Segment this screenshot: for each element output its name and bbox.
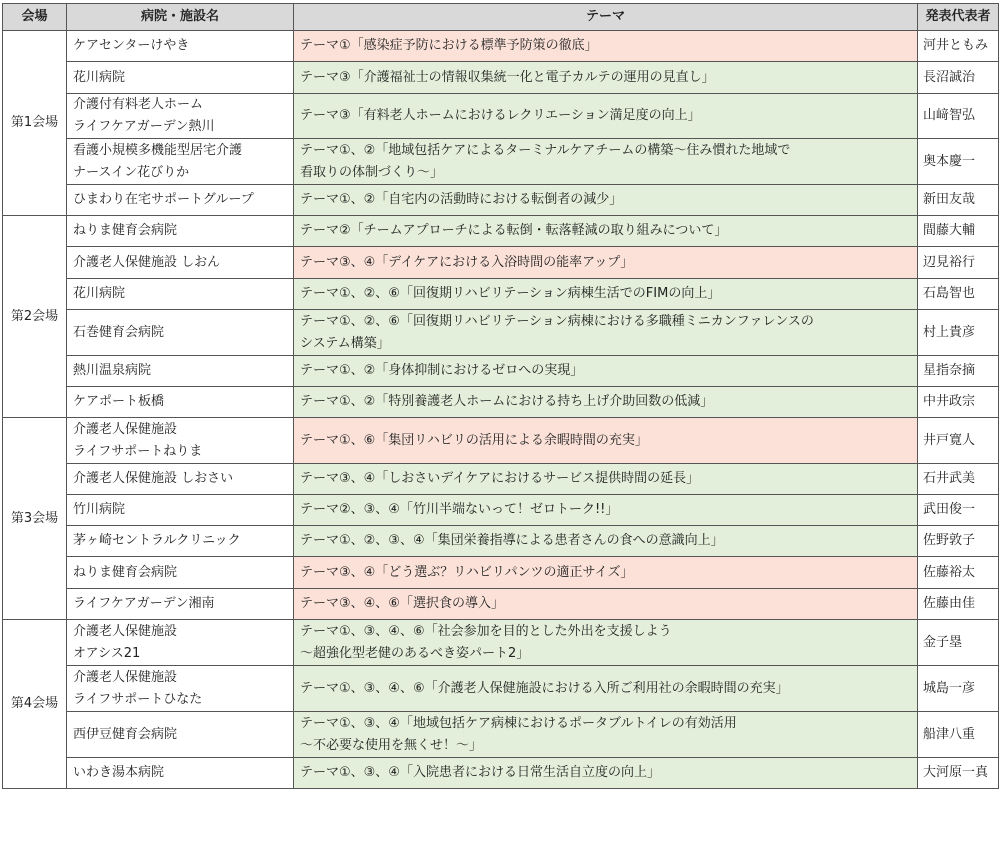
- facility-cell: [67, 712, 294, 758]
- venue-cell: 第4会場: [3, 620, 67, 789]
- facility-cell: [67, 185, 294, 216]
- theme-cell: [294, 418, 918, 464]
- theme-text-line: テーマ①、②、⑥「回復期リハビリテーション病棟における多職種ミニカンファレンスの: [300, 313, 814, 329]
- facility-cell: [67, 557, 294, 589]
- facility-name-line: 介護老人保健施設: [73, 421, 178, 437]
- facility-name-line: 介護老人保健施設 しおん: [73, 254, 221, 270]
- presentation-schedule-table: [2, 3, 999, 789]
- header-facility: 病院・施設名: [67, 4, 294, 31]
- presenter-cell: 辺見裕行: [918, 247, 999, 279]
- facility-name-line: 花川病院: [73, 286, 126, 301]
- theme-text-line: ～不必要な使用を無くせ！～」: [300, 737, 483, 753]
- theme-text-line: テーマ②、③、④「竹川半端ないって！ゼロトーク!!」: [300, 502, 619, 517]
- theme-text-line: ～超強化型老健のあるべき姿パート2」: [300, 645, 530, 661]
- theme-text-line: システム構築」: [300, 335, 390, 351]
- table-row: [3, 666, 999, 712]
- theme-text-line: テーマ①、③、④「入院患者における日常生活自立度の向上」: [300, 765, 660, 780]
- presenter-cell: 長沼誠治: [918, 62, 999, 94]
- facility-name-line: 介護老人保健施設 しおさい: [73, 471, 234, 486]
- facility-cell: [67, 620, 294, 666]
- theme-text-line: テーマ①、③、④、⑥「介護老人保健施設における入所ご利用社の余暇時間の充実」: [300, 680, 789, 696]
- facility-cell: [67, 495, 294, 526]
- facility-cell: [67, 94, 294, 139]
- table-row: [3, 387, 999, 418]
- presenter-cell: 佐藤裕太: [918, 557, 999, 589]
- presenter-cell: 村上貴彦: [918, 310, 999, 356]
- facility-name-line: 竹川病院: [73, 502, 126, 517]
- table-row: [3, 557, 999, 589]
- theme-cell: [294, 216, 918, 247]
- presenter-cell: 井戸寛人: [918, 418, 999, 464]
- presenter-cell: 石井武美: [918, 464, 999, 495]
- header-venue: 会場: [3, 4, 67, 31]
- theme-cell: [294, 356, 918, 387]
- facility-name-line: 花川病院: [73, 69, 126, 85]
- facility-name-line: 石巻健育会病院: [73, 324, 165, 340]
- table-row: [3, 356, 999, 387]
- table-row: [3, 62, 999, 94]
- theme-cell: [294, 620, 918, 666]
- facility-cell: [67, 31, 294, 62]
- theme-text-line: テーマ②「チームアプローチによる転倒・転落軽減の取り組みについて」: [300, 223, 728, 238]
- table-row: [3, 310, 999, 356]
- facility-cell: [67, 356, 294, 387]
- theme-text-line: テーマ①、③、④、⑥「社会参加を目的とした外出を支援しよう: [300, 623, 672, 639]
- facility-name-line: オアシス21: [73, 645, 141, 661]
- theme-cell: [294, 387, 918, 418]
- theme-text-line: テーマ③、④、⑥「選択食の導入」: [300, 596, 504, 611]
- facility-name-line: 看護小規模多機能型居宅介護: [73, 142, 243, 158]
- theme-text-line: テーマ①、②、③、④「集団栄養指導による患者さんの食への意識向上」: [300, 533, 724, 548]
- facility-cell: [67, 216, 294, 247]
- facility-name-line: ライフサポートねりま: [73, 443, 203, 459]
- theme-text-line: テーマ①、②「地域包括ケアによるターミナルケアチームの構築～住み慣れた地域で: [300, 142, 791, 158]
- facility-cell: [67, 310, 294, 356]
- theme-cell: [294, 557, 918, 589]
- header-presenter: 発表代表者: [918, 4, 999, 31]
- theme-text-line: テーマ③「介護福祉士の情報収集統一化と電子カルテの運用の見直し」: [300, 69, 715, 85]
- theme-text-line: テーマ①、②、⑥「回復期リハビリテーション病棟生活でのFIMの向上」: [300, 286, 721, 301]
- table-row: [3, 31, 999, 62]
- facility-cell: [67, 139, 294, 185]
- theme-text-line: テーマ③、④「デイケアにおける入浴時間の能率アップ」: [300, 254, 634, 270]
- facility-name-line: ライフケアガーデン湘南: [73, 596, 215, 611]
- theme-cell: [294, 712, 918, 758]
- presenter-cell: 河井ともみ: [918, 31, 999, 62]
- theme-cell: [294, 495, 918, 526]
- theme-text-line: テーマ③「有料老人ホームにおけるレクリエーション満足度の向上」: [300, 108, 701, 123]
- facility-name-line: ねりま健育会病院: [73, 223, 178, 238]
- theme-text-line: テーマ①、②「特別養護老人ホームにおける持ち上げ介助回数の低減」: [300, 394, 714, 409]
- theme-text-line: テーマ①、⑥「集団リハビリの活用による余暇時間の充実」: [300, 432, 648, 448]
- theme-text-line: テーマ①、②「身体抑制におけるゼロへの実現」: [300, 363, 584, 378]
- theme-cell: [294, 185, 918, 216]
- table-row: [3, 712, 999, 758]
- facility-name-line: 西伊豆健育会病院: [73, 726, 178, 742]
- theme-cell: [294, 526, 918, 557]
- venue-cell: 第2会場: [3, 216, 67, 418]
- theme-cell: [294, 279, 918, 310]
- facility-cell: [67, 666, 294, 712]
- table-row: [3, 620, 999, 666]
- table-row: [3, 94, 999, 139]
- venue-cell: 第3会場: [3, 418, 67, 620]
- facility-name-line: 介護付有料老人ホーム: [73, 97, 204, 112]
- theme-cell: [294, 589, 918, 620]
- facility-name-line: ケアポート板橋: [73, 394, 165, 409]
- header-row: [3, 4, 999, 31]
- table-row: [3, 495, 999, 526]
- theme-text-line: テーマ①、③、④「地域包括ケア病棟におけるポータブルトイレの有効活用: [300, 715, 737, 731]
- presenter-cell: 奥本慶一: [918, 139, 999, 185]
- theme-cell: [294, 464, 918, 495]
- facility-name-line: ねりま健育会病院: [73, 564, 178, 580]
- table-row: [3, 464, 999, 495]
- presenter-cell: 星指奈摘: [918, 356, 999, 387]
- facility-cell: [67, 526, 294, 557]
- facility-name-line: 熱川温泉病院: [73, 363, 152, 378]
- theme-cell: [294, 94, 918, 139]
- table-row: [3, 185, 999, 216]
- presenter-cell: 中井政宗: [918, 387, 999, 418]
- facility-cell: [67, 589, 294, 620]
- table-row: [3, 418, 999, 464]
- theme-text-line: テーマ①、②「自宅内の活動時における転倒者の減少」: [300, 192, 623, 207]
- facility-name-line: 介護老人保健施設: [73, 623, 178, 639]
- facility-name-line: ひまわり在宅サポートグループ: [73, 192, 254, 207]
- facility-name-line: ナースイン花びりか: [73, 164, 190, 180]
- theme-cell: [294, 62, 918, 94]
- facility-name-line: ライフケアガーデン熱川: [73, 119, 215, 134]
- facility-name-line: ライフサポートひなた: [73, 691, 203, 707]
- table-row: [3, 526, 999, 557]
- table-row: [3, 758, 999, 789]
- theme-cell: [294, 758, 918, 789]
- table-row: [3, 216, 999, 247]
- facility-cell: [67, 418, 294, 464]
- presenter-cell: 金子塁: [918, 620, 999, 666]
- presenter-cell: 大河原一真: [918, 758, 999, 789]
- facility-cell: [67, 62, 294, 94]
- table-row: [3, 139, 999, 185]
- theme-cell: [294, 139, 918, 185]
- presenter-cell: 武田俊一: [918, 495, 999, 526]
- facility-cell: [67, 758, 294, 789]
- facility-name-line: 茅ヶ崎セントラルクリニック: [73, 533, 241, 548]
- facility-cell: [67, 279, 294, 310]
- header-theme: テーマ: [294, 4, 918, 31]
- theme-text-line: テーマ③、④「どう選ぶ？リハビリパンツの適正サイズ」: [300, 564, 634, 580]
- presenter-cell: 佐藤由佳: [918, 589, 999, 620]
- table-row: [3, 279, 999, 310]
- theme-cell: [294, 31, 918, 62]
- presenter-cell: 間藤大輔: [918, 216, 999, 247]
- table-body: [3, 31, 999, 789]
- theme-cell: [294, 666, 918, 712]
- facility-name-line: ケアセンターけやき: [73, 38, 190, 53]
- venue-cell: 第1会場: [3, 31, 67, 216]
- presenter-cell: 山﨑智弘: [918, 94, 999, 139]
- table-row: [3, 589, 999, 620]
- table-row: [3, 247, 999, 279]
- presenter-cell: 石島智也: [918, 279, 999, 310]
- theme-text-line: テーマ③、④「しおさいデイケアにおけるサービス提供時間の延長」: [300, 471, 700, 486]
- theme-cell: [294, 247, 918, 279]
- theme-cell: [294, 310, 918, 356]
- presenter-cell: 城島一彦: [918, 666, 999, 712]
- facility-cell: [67, 247, 294, 279]
- facility-cell: [67, 387, 294, 418]
- theme-text-line: テーマ①「感染症予防における標準予防策の徹底」: [300, 38, 598, 53]
- presenter-cell: 新田友哉: [918, 185, 999, 216]
- facility-cell: [67, 464, 294, 495]
- theme-text-line: 看取りの体制づくり～」: [300, 164, 444, 180]
- presenter-cell: 船津八重: [918, 712, 999, 758]
- facility-name-line: いわき湯本病院: [73, 765, 165, 780]
- facility-name-line: 介護老人保健施設: [73, 669, 178, 685]
- presenter-cell: 佐野敦子: [918, 526, 999, 557]
